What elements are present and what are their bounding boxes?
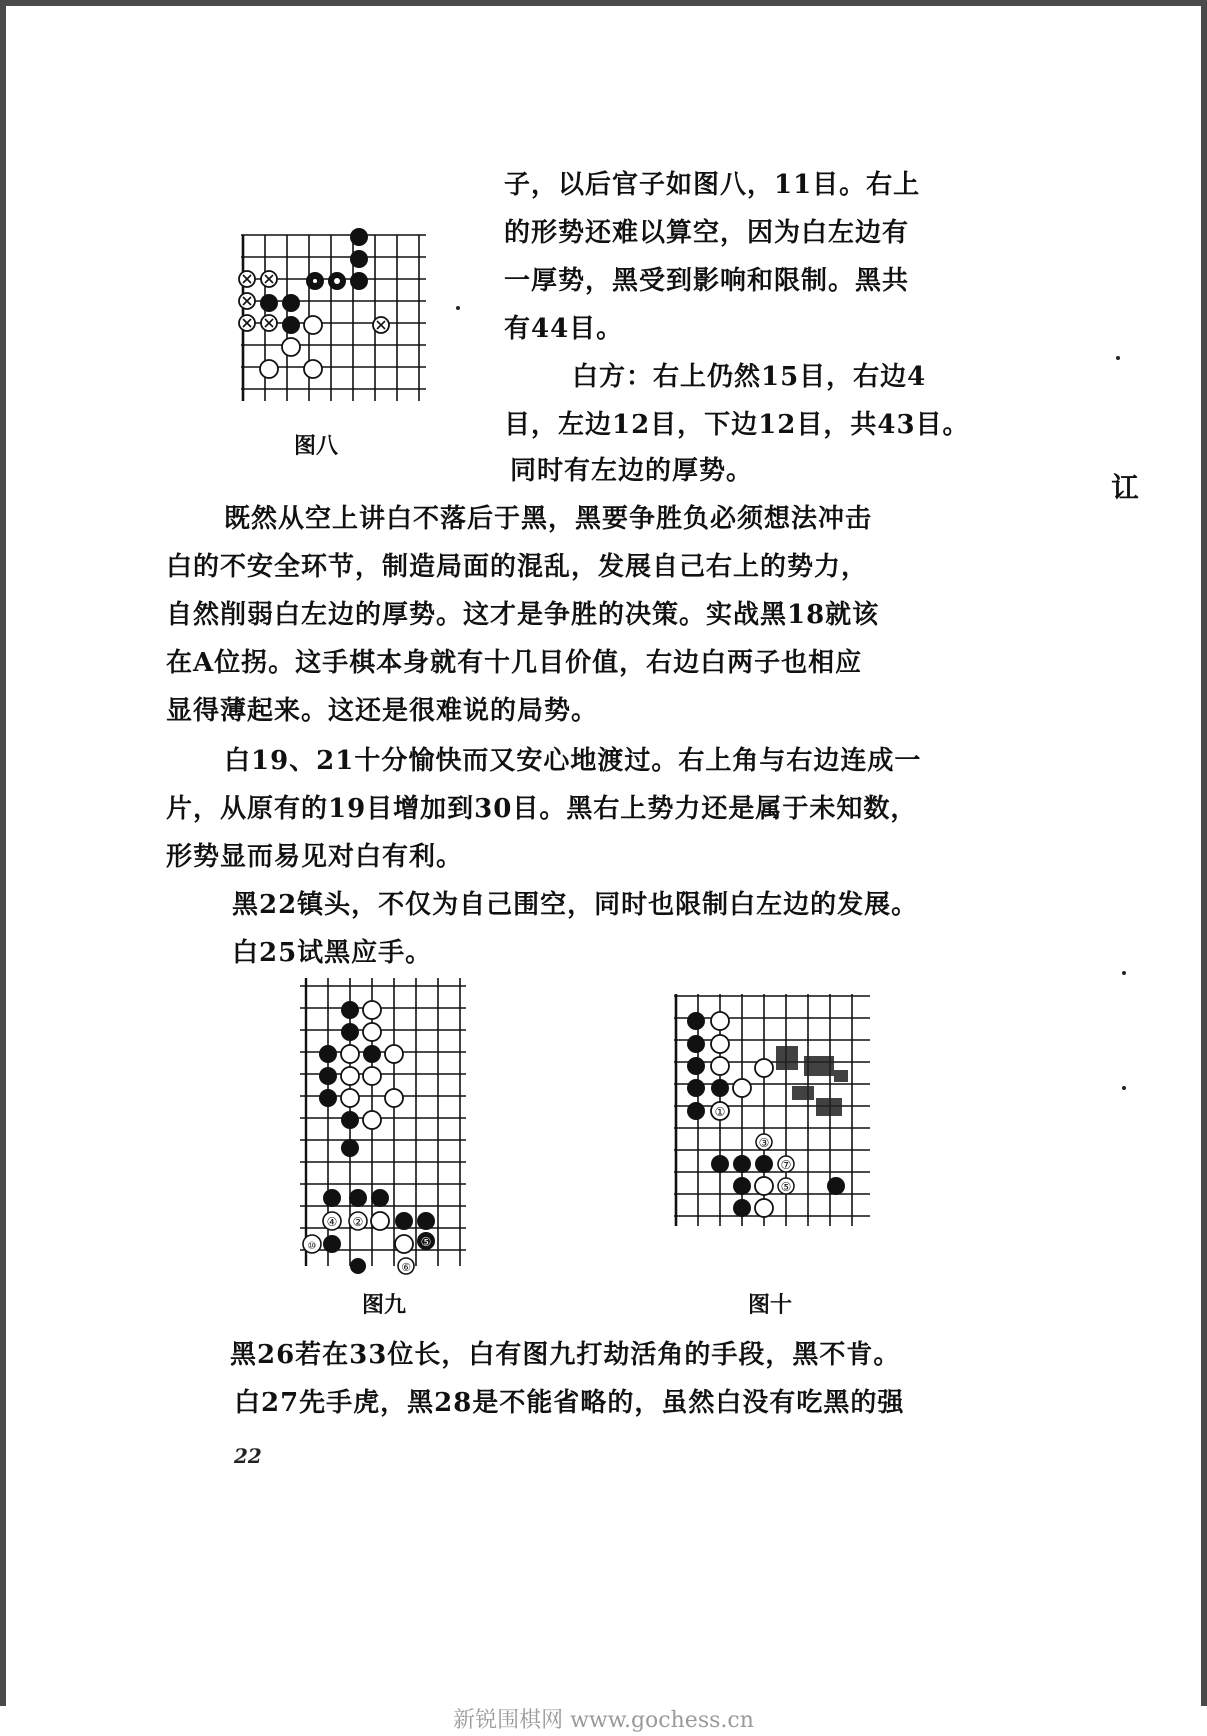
paragraph-3-line-3: 形势显而易见对白有利。 [166, 842, 464, 872]
book-page [6, 6, 1201, 1728]
fig9-label-2: ② [352, 1215, 364, 1229]
margin-character: 讧 [1111, 471, 1140, 504]
text-line-2: 的形势还难以算空，因为白左边有 [504, 218, 910, 248]
fig9-label-6: ⑥ [401, 1261, 411, 1274]
margin-dot [456, 306, 460, 310]
fig8-caption: 图八 [294, 434, 339, 459]
text-line-1: 子，以后官子如图八，11目。右上 [504, 170, 921, 200]
text-line-7: 同时有左边的厚势。 [510, 456, 754, 486]
paragraph-2-line-5: 显得薄起来。这还是很难说的局势。 [166, 696, 599, 726]
paragraph-3-line-1: 白19、21十分愉快而又安心地渡过。右上角与右边连成一 [224, 746, 922, 776]
go-diagram-fig10 [664, 986, 876, 1236]
paragraph-2-line-4: 在A位拐。这手棋本身就有十几目价值，右边白两子也相应 [166, 648, 863, 678]
paragraph-3-line-2: 片，从原有的19目增加到30目。黑右上势力还是属于未知数， [166, 794, 918, 824]
text-line-6: 目，左边12目，下边12目，共43目。 [504, 410, 970, 440]
fig9-label-4: ④ [326, 1215, 338, 1229]
margin-dot [1116, 356, 1120, 360]
go-diagram-fig8 [231, 221, 436, 411]
margin-dot [1122, 971, 1126, 975]
paragraph-2-line-1: 既然从空上讲白不落后于黑，黑要争胜负必须想法冲击 [224, 504, 873, 534]
fig10-label-5: ⑤ [780, 1180, 792, 1194]
paragraph-2-line-3: 自然削弱白左边的厚势。这才是争胜的决策。实战黑18就该 [166, 600, 880, 630]
website-watermark: 新锐围棋网 www.gochess.cn [0, 1706, 1207, 1736]
margin-dot [1122, 1086, 1126, 1090]
fig10-label-7: ⑦ [780, 1158, 792, 1172]
go-diagram-fig9 [286, 966, 476, 1276]
paragraph-6: 黑26若在33位长，白有图九打劫活角的手段，黑不肯。 [230, 1340, 901, 1370]
paragraph-4: 黑22镇头，不仅为自己围空，同时也限制白左边的发展。 [232, 890, 919, 920]
paragraph-7: 白27先手虎，黑28是不能省略的，虽然白没有吃黑的强 [234, 1388, 905, 1418]
fig9-caption: 图九 [362, 1293, 407, 1318]
text-line-3: 一厚势，黑受到影响和限制。黑共 [504, 266, 910, 296]
fig10-label-3: ③ [758, 1136, 770, 1150]
fig9-label-5: ⑤ [420, 1235, 432, 1249]
fig9-label-10: ⑩ [307, 1241, 317, 1252]
text-line-5: 白方：右上仍然15目，右边4 [572, 362, 927, 392]
paragraph-5: 白25试黑应手。 [232, 938, 433, 968]
fig10-label-1: ① [714, 1105, 726, 1119]
page-number: 22 [234, 1444, 262, 1468]
paragraph-2-line-2: 白的不安全环节，制造局面的混乱，发展自己右上的势力， [166, 552, 869, 582]
text-line-4: 有44目。 [504, 314, 624, 344]
fig10-caption: 图十 [748, 1293, 793, 1318]
